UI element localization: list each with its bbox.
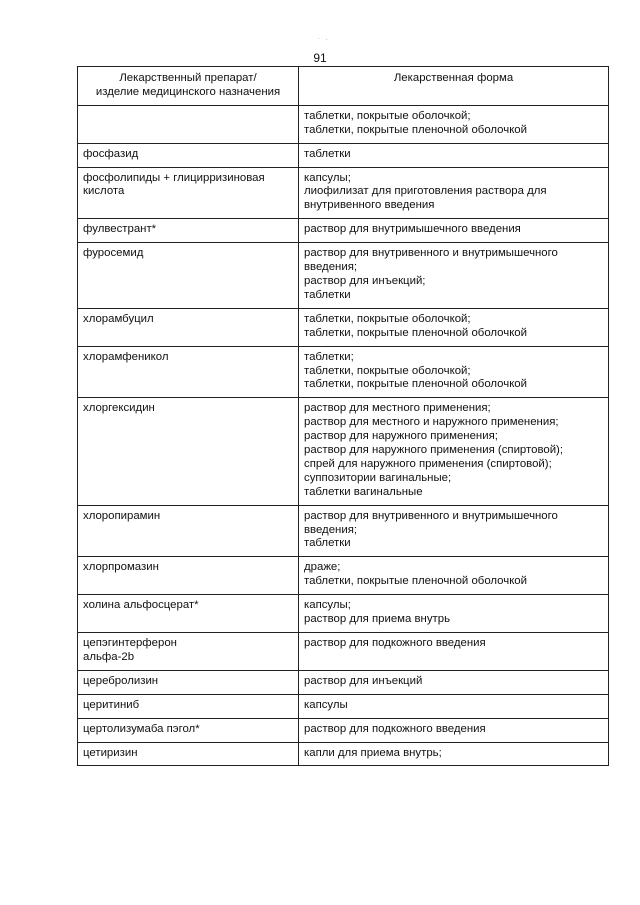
drug-name-cell <box>78 670 299 694</box>
dosage-form-cell <box>299 694 609 718</box>
dosage-form-cell <box>299 595 609 633</box>
dosage-form-line: таблетки <box>304 537 351 550</box>
drug-name-line: церебролизин <box>83 674 159 687</box>
dosage-form-cell <box>299 167 609 219</box>
dosage-form-line: раствор для местного применения; <box>304 402 491 415</box>
table-row <box>78 346 609 398</box>
dosage-form-line: раствор для приема внутрь <box>304 613 451 626</box>
drug-name-cell <box>78 595 299 633</box>
drug-name-cell <box>78 243 299 309</box>
drug-name-cell <box>78 219 299 243</box>
dosage-form-line: таблетки, покрытые пленочной оболочкой <box>304 326 528 339</box>
table-row <box>78 670 609 694</box>
drug-name-line: хлорамфеникол <box>83 350 169 363</box>
drug-name-cell <box>78 505 299 557</box>
drug-name-line: церитиниб <box>83 698 140 711</box>
dosage-form-cell <box>299 105 609 143</box>
dosage-form-cell <box>299 398 609 505</box>
header-drug <box>78 67 299 106</box>
dosage-form-line: раствор для наружного применения (спиртовой); <box>304 444 564 457</box>
drug-name-line: цепэгинтерферон <box>83 637 177 649</box>
drug-name-cell <box>78 346 299 398</box>
dosage-form-line: таблетки, покрытые оболочкой; <box>304 364 471 377</box>
drug-name-line: кислота <box>83 185 125 198</box>
header-form <box>299 67 609 106</box>
header-drug-line: изделие медицинского назначения <box>95 85 281 98</box>
dosage-form-line: раствор для местного и наружного применения; <box>304 416 559 429</box>
dosage-form-cell <box>299 505 609 557</box>
drug-name-cell <box>78 694 299 718</box>
dosage-form-cell <box>299 243 609 309</box>
dosage-form-cell <box>299 308 609 346</box>
drug-name-cell <box>78 557 299 595</box>
dosage-form-cell <box>299 742 609 766</box>
table-row <box>78 308 609 346</box>
drug-name-line: фосфазид <box>83 147 139 160</box>
dosage-form-cell <box>299 219 609 243</box>
dosage-form-line: таблетки, покрытые пленочной оболочкой <box>304 378 528 391</box>
table-row <box>78 505 609 557</box>
dosage-form-line: раствор для внутривенного и внутримышечного <box>304 247 558 260</box>
dosage-form-cell <box>299 143 609 167</box>
drug-name-line: хлорпромазин <box>83 561 159 574</box>
dosage-form-line: спрей для наружного применения (спиртовой); <box>304 457 552 470</box>
dosage-form-line: капсулы <box>304 698 348 711</box>
dosage-form-line: капсулы; <box>304 171 351 184</box>
drug-name-line: фулвестрант* <box>83 223 157 236</box>
table-row <box>78 243 609 309</box>
dosage-form-line: таблетки, покрытые оболочкой; <box>304 109 471 122</box>
drug-name-line: цетиризин <box>83 746 138 759</box>
table-row <box>78 595 609 633</box>
dosage-form-line: таблетки; <box>304 350 354 363</box>
table-row <box>78 742 609 766</box>
table-row <box>78 557 609 595</box>
dosage-form-cell <box>299 557 609 595</box>
table-row <box>78 633 609 671</box>
drug-name-cell <box>78 718 299 742</box>
drug-name-cell <box>78 633 299 671</box>
drug-name-line: хлорамбуцил <box>83 312 154 325</box>
table-header-row <box>78 67 609 106</box>
drug-name-line: цертолизумаба пэгол* <box>83 722 200 735</box>
drug-name-cell <box>78 308 299 346</box>
drug-name-line: холина альфосцерат* <box>83 599 199 612</box>
page-number: 91 <box>313 51 327 65</box>
dosage-form-line: таблетки, покрытые пленочной оболочкой <box>304 575 528 588</box>
dosage-form-line: лиофилизат для приготовления раствора для <box>304 185 547 198</box>
dosage-form-cell <box>299 670 609 694</box>
drug-name-line: фуросемид <box>83 247 144 260</box>
dosage-form-line: капсулы; <box>304 599 351 612</box>
dosage-form-line: введения; <box>304 261 358 274</box>
table-row <box>78 167 609 219</box>
dosage-form-line: таблетки, покрытые пленочной оболочкой <box>304 123 528 136</box>
dosage-form-line: раствор для внутривенного и внутримышечного <box>304 509 558 522</box>
dosage-form-cell <box>299 633 609 671</box>
drug-name-line: хлоргексидин <box>83 402 155 415</box>
table-row <box>78 143 609 167</box>
drug-name-line: хлоропирамин <box>83 509 161 522</box>
dosage-form-cell <box>299 718 609 742</box>
table-row <box>78 718 609 742</box>
dosage-form-line: таблетки вагинальные <box>304 485 423 498</box>
table-row <box>78 398 609 505</box>
header-form-line: Лекарственная форма <box>393 72 514 84</box>
dosage-form-line: раствор для подкожного введения <box>304 637 486 649</box>
dosage-form-line: таблетки <box>304 147 351 160</box>
drug-table <box>77 66 609 766</box>
dosage-form-line: раствор для подкожного введения <box>304 722 486 735</box>
dosage-form-line: капли для приема внутрь; <box>304 746 442 759</box>
dosage-form-line: внутривенного введения <box>304 199 435 212</box>
dosage-form-line: таблетки, покрытые оболочкой; <box>304 312 471 325</box>
drug-name-cell <box>78 167 299 219</box>
table-row <box>78 219 609 243</box>
dosage-form-line: раствор для внутримышечного введения <box>304 223 521 236</box>
dosage-form-line: введения; <box>304 523 358 536</box>
dosage-form-line: раствор для инъекций; <box>304 274 426 287</box>
drug-name-cell <box>78 398 299 505</box>
scan-mark: · . <box>318 36 330 42</box>
table-body <box>78 105 609 766</box>
drug-name-cell <box>78 105 299 143</box>
drug-name-cell <box>78 143 299 167</box>
table-row <box>78 105 609 143</box>
drug-name-line: фосфолипиды + глицирризиновая <box>83 171 265 184</box>
dosage-form-cell <box>299 346 609 398</box>
dosage-form-line: раствор для инъекций <box>304 674 423 687</box>
dosage-form-line: суппозитории вагинальные; <box>304 471 452 484</box>
drug-name-line: альфа-2b <box>83 650 135 663</box>
drug-name-cell <box>78 742 299 766</box>
table-row <box>78 694 609 718</box>
header-drug-line: Лекарственный препарат/ <box>119 72 257 84</box>
dosage-form-line: драже; <box>304 561 341 574</box>
dosage-form-line: таблетки <box>304 288 351 301</box>
dosage-form-line: раствор для наружного применения; <box>304 430 498 443</box>
